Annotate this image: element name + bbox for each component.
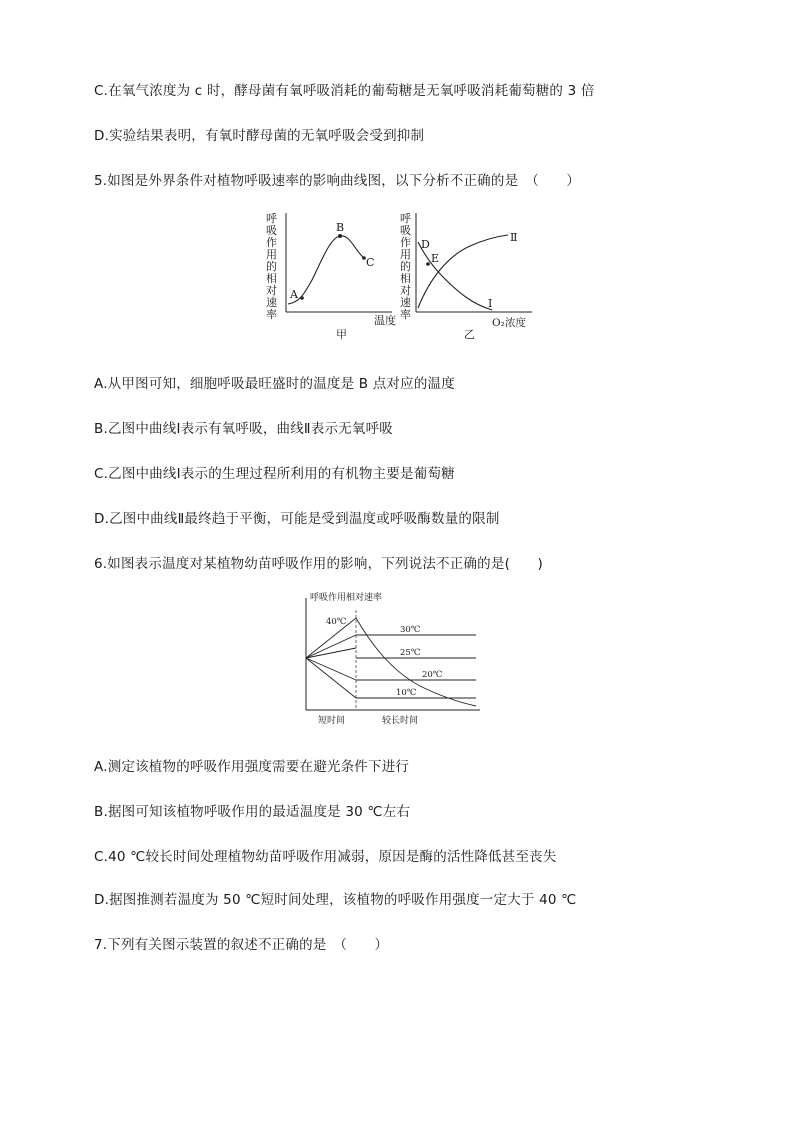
chart-jia (266, 212, 396, 341)
option-c-prev: C.在氧气浓度为 c 时，酵母菌有氧呼吸消耗的葡萄糖是无氧呼吸消耗葡萄糖的 3 倍 (94, 83, 595, 99)
figure-5 (260, 208, 560, 348)
point-e: E (431, 252, 440, 265)
yi-xlabel: O₂浓度 (492, 317, 526, 329)
temp-40: 40℃ (326, 617, 347, 627)
yi-caption: 乙 (464, 328, 475, 341)
point-d: D (421, 238, 430, 251)
option-d-prev: D.实验结果表明，有氧时酵母菌的无氧呼吸会受到抑制 (94, 128, 425, 144)
yi-ylabel: 呼吸作用的相对速率 (400, 212, 411, 321)
option-6b: B.据图可知该植物呼吸作用的最适温度是 30 ℃左右 (94, 804, 411, 820)
fig6-xlabel-short: 短时间 (318, 716, 346, 726)
question-5: 5.如图是外界条件对植物呼吸速率的影响曲线图，以下分析不正确的是 （ ） (94, 173, 581, 189)
jia-caption: 甲 (336, 328, 347, 341)
option-6c: C.40 ℃较长时间处理植物幼苗呼吸作用减弱，原因是酶的活性降低甚至丧失 (94, 849, 557, 865)
option-5c: C.乙图中曲线Ⅰ表示的生理过程所利用的有机物主要是葡萄糖 (94, 466, 455, 482)
curve-i-label: Ⅰ (488, 297, 493, 310)
jia-xlabel: 温度 (374, 314, 396, 327)
fig6-ylabel: 呼吸作用相对速率 (310, 593, 383, 603)
option-6a: A.测定该植物的呼吸作用强度需要在避光条件下进行 (94, 759, 410, 775)
chart-yi (400, 212, 532, 341)
option-5b: B.乙图中曲线Ⅰ表示有氧呼吸，曲线Ⅱ表示无氧呼吸 (94, 421, 393, 437)
temp-10: 10℃ (396, 688, 417, 698)
figure-6 (290, 590, 490, 730)
question-6: 6.如图表示温度对某植物幼苗呼吸作用的影响，下列说法不正确的是( ) (94, 556, 543, 572)
fig6-xlabel-long: 较长时间 (382, 716, 419, 726)
option-6d: D.据图推测若温度为 50 ℃短时间处理，该植物的呼吸作用强度一定大于 40 ℃ (94, 892, 577, 908)
question-7: 7.下列有关图示装置的叙述不正确的是 （ ） (94, 937, 389, 953)
temp-30: 30℃ (400, 625, 421, 635)
point-a: A (290, 288, 298, 301)
temp-20: 20℃ (422, 670, 443, 680)
option-5a: A.从甲图可知，细胞呼吸最旺盛时的温度是 B 点对应的温度 (94, 376, 455, 392)
point-c: C (366, 256, 375, 269)
temp-25: 25℃ (400, 648, 421, 658)
jia-ylabel: 呼吸作用的相对速率 (266, 212, 277, 321)
option-5d: D.乙图中曲线Ⅱ最终趋于平衡，可能是受到温度或呼吸酶数量的限制 (94, 511, 500, 527)
point-b: B (336, 221, 345, 234)
curve-ii-label: Ⅱ (510, 231, 518, 244)
